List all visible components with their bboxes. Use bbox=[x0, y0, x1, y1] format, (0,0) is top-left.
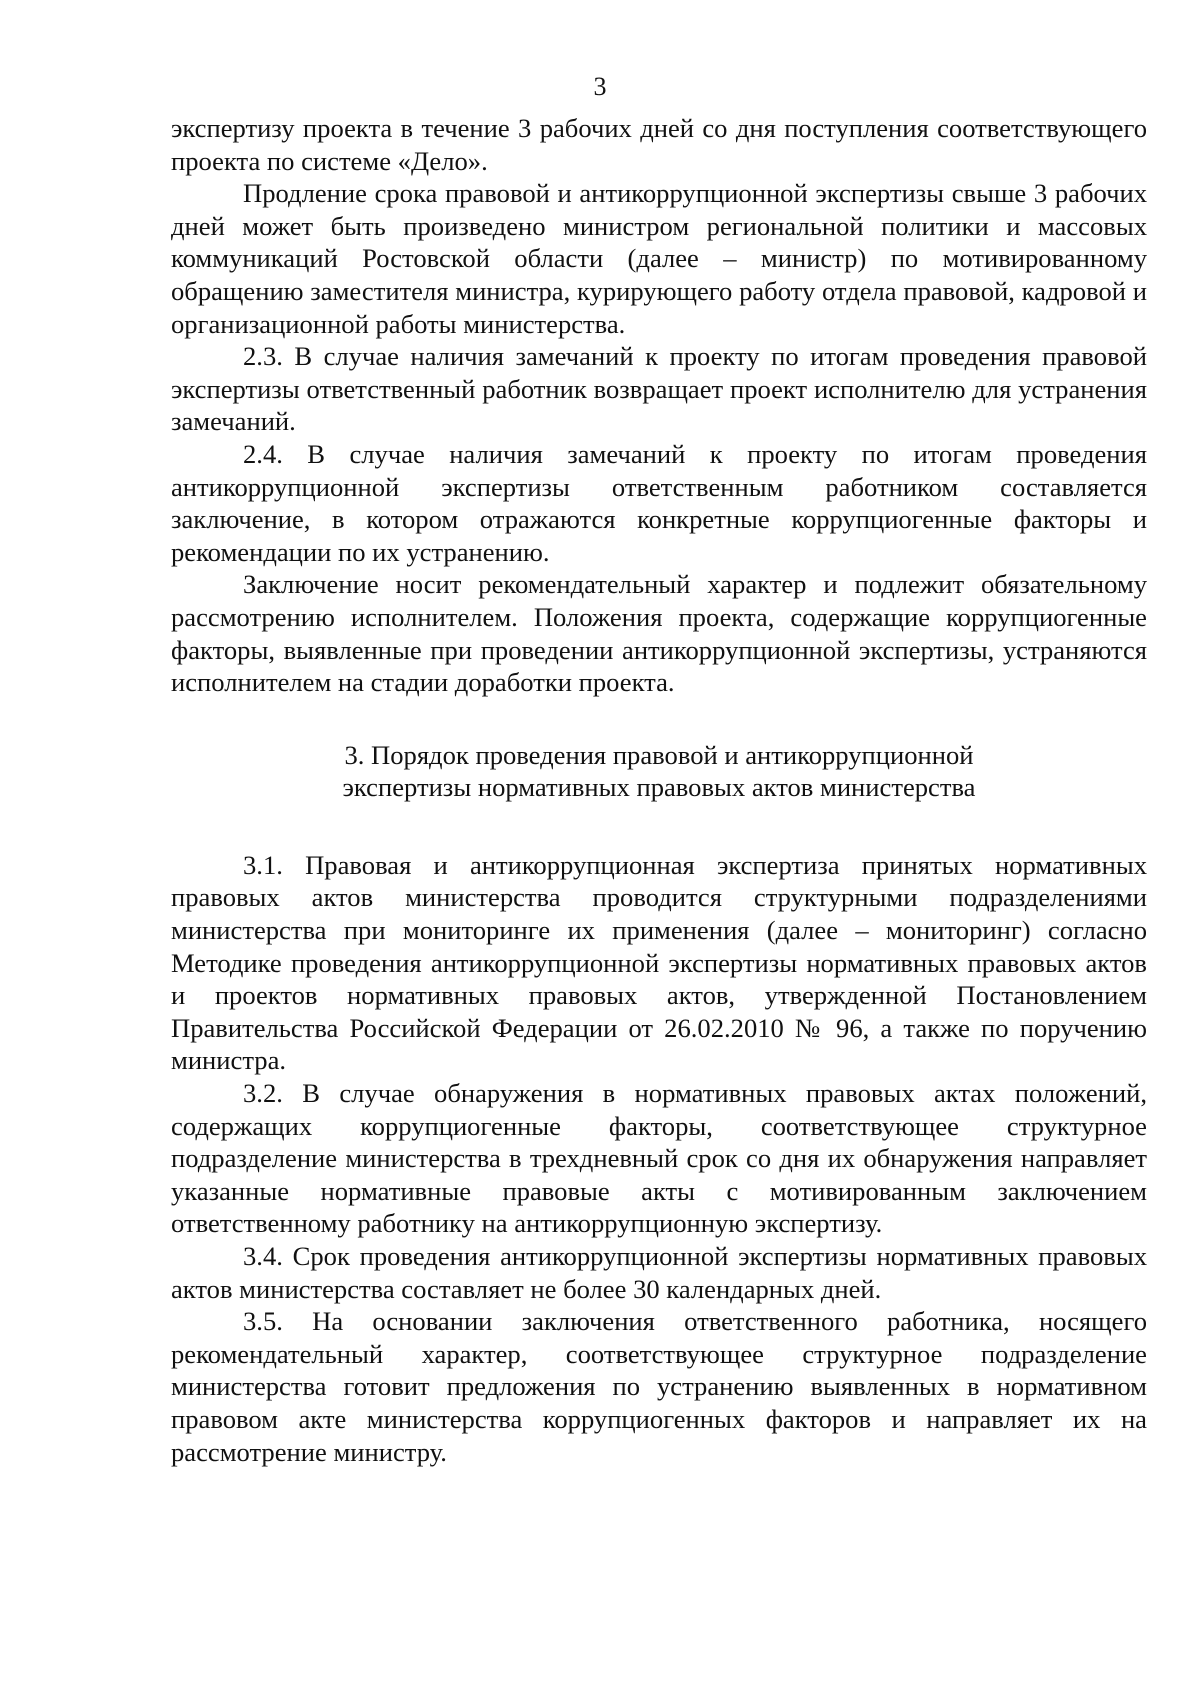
document-body bbox=[171, 112, 1147, 1468]
section-heading-line-2: экспертизы нормативных правовых актов министерства bbox=[342, 772, 976, 803]
paragraph-3-2: 3.2. В случае обнаружения в нормативных правовых актах положений, содержащих коррупциогенные факторы, соответствующее структурное подразделение министерства в трехдневный срок со дня их обнаружения направляет указанные нормативные правовые акты с мотивированным заключением ответственному работнику на антикоррупционную экспертизу. bbox=[171, 1078, 1147, 1239]
section-heading bbox=[171, 739, 1147, 804]
paragraph-3-4: 3.4. Срок проведения антикоррупционной экспертизы нормативных правовых актов министерства составляет не более 30 календарных дней. bbox=[171, 1241, 1147, 1304]
section-heading-line-1: 3. Порядок проведения правовой и антикоррупционной bbox=[344, 739, 974, 770]
paragraph-conclusion: Заключение носит рекомендательный характер и подлежит обязательному рассмотрению исполнителем. Положения проекта, содержащие коррупциогенные факторы, выявленные при проведении антикоррупционной экспертизы, устраняются исполнителем на стадии доработки проекта. bbox=[171, 569, 1147, 698]
paragraph-continuation: экспертизу проекта в течение 3 рабочих дней со дня поступления соответствующего проекта по системе «Дело». bbox=[171, 113, 1147, 176]
paragraph-3-5: 3.5. На основании заключения ответственного работника, носящего рекомендательный характер, соответствующее структурное подразделение министерства готовит предложения по устранению выявленных в нормативном правовом акте министерства коррупциогенных факторов и направляет их на рассмотрение министру. bbox=[171, 1306, 1147, 1467]
paragraph-extension: Продление срока правовой и антикоррупционной экспертизы свыше 3 рабочих дней может быть произведено министром региональной политики и массовых коммуникаций Ростовской области (далее – министр) по мотивированному обращению заместителя министра, курирующего работу отдела правовой, кадровой и организационной работы министерства. bbox=[171, 178, 1147, 339]
paragraph-3-1: 3.1. Правовая и антикоррупционная экспертиза принятых нормативных правовых актов министерства проводится структурными подразделениями министерства при мониторинге их применения (далее – мониторинг) согласно Методике проведения антикоррупционной экспертизы нормативных правовых актов и проектов нормативных правовых актов, утвержденной Постановлением Правительства Российской Федерации от 26.02.2010 № 96, а также по поручению министра. bbox=[171, 849, 1147, 1076]
paragraph-2-3: 2.3. В случае наличия замечаний к проекту по итогам проведения правовой экспертизы ответственный работник возвращает проект исполнителю для устранения замечаний. bbox=[171, 341, 1147, 437]
paragraph-2-4: 2.4. В случае наличия замечаний к проекту по итогам проведения антикоррупционной экспертизы ответственным работником составляется заключение, в котором отражаются конкретные коррупциогенные факторы и рекомендации по их устранению. bbox=[171, 438, 1147, 567]
page-number: 3 bbox=[593, 72, 607, 101]
